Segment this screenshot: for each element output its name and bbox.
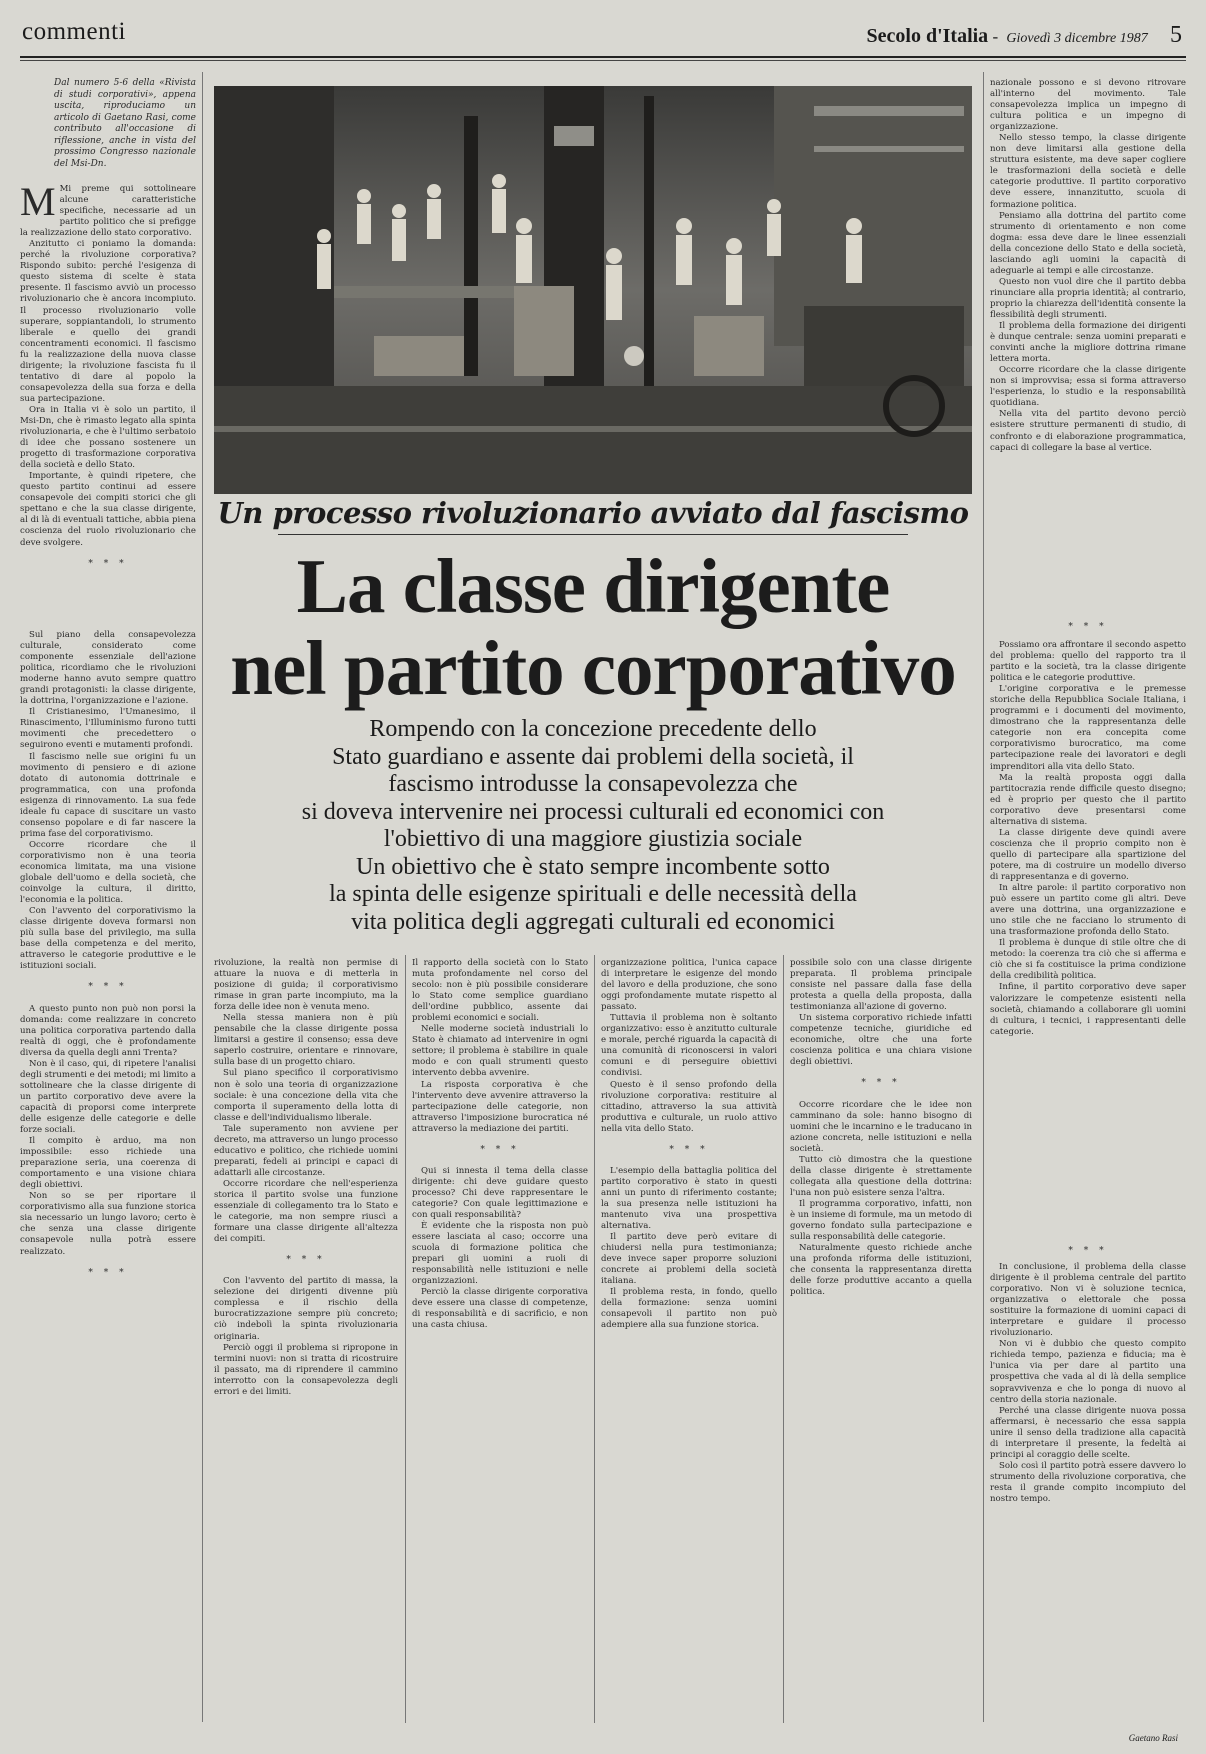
article-paragraph: Ma la realtà proposta oggi dalla partitocrazia rende difficile questo disegno; ed è proprio per questo che il partito corporativo deve presentarsi come alternativa di sistema. — [990, 772, 1186, 827]
article-paragraph: Occorre ricordare che la classe dirigente non si improvvisa; essa si forma attraverso l'esperienza, lo studio e la responsabilità quotidiana. — [990, 365, 1186, 409]
article-paragraph: Solo così il partito potrà essere davvero lo strumento della rivoluzione corporativa, che resta il grande compito incompiuto del nostro tempo. — [990, 1460, 1186, 1504]
article-paragraph: nazionale possono e si devono ritrovare all'interno del movimento. Tale consapevolezza implica un impegno di cultura politica e un impegno di organizzazione. — [990, 78, 1186, 133]
article-paragraph: Non so se per riportare il corporativismo alla sua funzione storica sia necessario un lungo lavoro; certo è che senza una classe dirigente consapevole nulla potrà essere realizzato. — [20, 1191, 196, 1257]
section-separator: * * * — [1068, 1246, 1108, 1256]
headline-line-2: nel partito corporativo — [230, 625, 956, 711]
article-paragraph: Sul piano della consapevolezza culturale, considerato come componente essenziale dell'azione politica, ricordiamo che le rivoluzioni moderne hanno avuto sempre quattro grandi protagonisti: la classe dirigente, la dottrina, l'organizzazione e l'azione. — [20, 630, 196, 707]
article-paragraph: Il programma corporativo, infatti, non è un insieme di formule, ma un metodo di governo fondato sulla partecipazione e sulla responsabilità delle categorie. — [790, 1198, 972, 1243]
article-paragraph: Il fascismo nelle sue origini fu un movimento di pensiero e di azione dotato di autonomia dottrinale e programmatica, con una profonda esigenza di rinnovamento. La sua fede ideale fu capace di suscitare un vasto consenso popolare e di far nascere la prima fase del corporativismo. — [20, 751, 196, 839]
article-column-2 — [214, 958, 398, 1728]
article-paragraph: Infine, il partito corporativo deve saper valorizzare le competenze esistenti nella società, chiamando a collaborare gli uomini di cultura, i tecnici, i rappresentanti delle categorie. — [990, 982, 1186, 1037]
article-paragraph: Possiamo ora affrontare il secondo aspetto del problema: quello del rapporto tra il partito e la società, tra la classe dirigente politica e le categorie produttive. — [990, 640, 1186, 684]
deck-line: Stato guardiano e assente dai problemi della società, il — [332, 743, 854, 770]
article-column-3 — [412, 958, 588, 1728]
article-paragraph: Occorre ricordare che le idee non camminano da sole: hanno bisogno di uomini che le incarnino e le traducano in azione concreta, nelle istituzioni e nella società. — [790, 1099, 972, 1154]
section-title: commenti — [22, 18, 126, 45]
article-paragraph: Un sistema corporativo richiede infatti competenze tecniche, giuridiche ed economiche, oltre che una forte coscienza politica e una chiara visione degli obiettivi. — [790, 1013, 972, 1068]
article-paragraph: rivoluzione, la realtà non permise di attuare la nuova e di metterla in posizione di guida; il corporativismo rimase in gran parte incompiuto, ma la forza delle idee non è venuta meno. — [214, 958, 398, 1013]
article-paragraph: In conclusione, il problema della classe dirigente è il problema centrale del partito corporativo. Non vi è soluzione tecnica, organizzativa o elettorale che possa sostituire la formazione di uomini capaci di interpretare e guidare il processo rivoluzionario. — [990, 1262, 1186, 1339]
photo-illustration — [214, 86, 972, 494]
article-column-5 — [790, 958, 972, 1728]
article-paragraph: Sul piano specifico il corporativismo non è solo una teoria di organizzazione sociale: è una concezione della vita che comporta il superamento della lotta di classe e dell'individualismo liberale. — [214, 1068, 398, 1123]
drop-cap: M — [20, 179, 56, 224]
article-paragraph: Nelle moderne società industriali lo Stato è chiamato ad intervenire in ogni settore; il problema è stabilire in quale modo e con quali strumenti questo intervento debba avvenire. — [412, 1024, 588, 1079]
article-paragraph: Il problema è dunque di stile oltre che di metodo: la coerenza tra ciò che si afferma e ciò che si fa costituisce la prima condizione della credibilità politica. — [990, 938, 1186, 982]
article-column-6-mid — [990, 640, 1186, 1230]
deck-line: Un obiettivo che è stato sempre incombente sotto — [356, 853, 830, 880]
page-number: 5 — [1170, 22, 1182, 48]
article-paragraph: Importante, è quindi ripetere, che questo partito continui ad essere consapevole dei compiti storici che gli spettano e che la sua classe dirigente, al di là di eventuali tattiche, abbia piena coscienza del ruolo rivoluzionario che deve svolgere. — [20, 471, 196, 548]
article-paragraph: L'esempio della battaglia politica del partito corporativo è stato in questi anni un punto di riferimento costante; la sua presenza nelle istituzioni ha mantenuto viva una prospettiva alternativa. — [601, 1165, 777, 1232]
article-paragraph: A questo punto non può non porsi la domanda: come realizzare in concreto una politica corporativa partendo dalla realtà di oggi, che è profondamente diversa da quella degli anni Trenta? — [20, 1003, 196, 1058]
deck-line: l'obiettivo di una maggiore giustizia sociale — [383, 826, 803, 852]
masthead-rule-thin — [20, 60, 1186, 61]
issue-date: Giovedì 3 dicembre 1987 — [1006, 31, 1148, 46]
column-divider — [202, 72, 203, 1722]
column-divider — [594, 955, 595, 1723]
article-paragraph: Tutto ciò dimostra che la questione della classe dirigente è strettamente collegata alla questione della dottrina: l'una non può esistere senza l'altra. — [790, 1154, 972, 1198]
masthead-info — [867, 22, 1182, 49]
article-column-4 — [601, 958, 777, 1728]
section-separator: * * * — [1068, 622, 1108, 632]
article-paragraph: Nella vita del partito devono perciò esistere strutture permanenti di studio, di confronto e di elaborazione programmatica, capaci di collegare la base al vertice. — [990, 409, 1186, 453]
article-paragraph: Tale superamento non avviene per decreto, ma attraverso un lungo processo educativo e politico, che richiede uomini preparati, fedeli ai principi e capaci di adattarli alle circostanze. — [214, 1123, 398, 1178]
article-kicker: Un processo rivoluzionario avviato dal fascismo — [217, 496, 969, 530]
article-paragraph: La classe dirigente deve quindi avere coscienza che il proprio compito non è quello di partecipare alla spartizione del potere, ma di costruire un modello diverso di rappresentanza e di governo. — [990, 827, 1186, 882]
newspaper-name: Secolo d'Italia — [866, 25, 989, 47]
column-divider — [405, 955, 406, 1723]
article-paragraph: Anzitutto ci poniamo la domanda: perché la rivoluzione corporativa? Rispondo subito: perché l'esigenza di questo sistema di scelte è stata presente. Il fascismo avviò un processo rivoluzionario che è ancora incompiuto. Il processo rivoluzionario volle superare, soppiantandoli, lo strumento liberale e quello dei grandi concentramenti economici. Il fascismo fu la realizzazione della nuova classe dirigente; la rivoluzione fascista fu il tentativo di dare al popolo la consapevolezza della sua forza e della sua partecipazione. — [20, 239, 196, 404]
article-column-6-bottom — [990, 1262, 1186, 1728]
section-separator: * * * — [88, 558, 128, 569]
article-paragraph: M Mi preme qui sottolineare alcune caratteristiche specifiche, necessarie ad un partito politico che si prefigge la realizzazione dello stato corporativo. — [20, 179, 196, 239]
article-paragraph: Il compito è arduo, ma non impossibile: esso richiede una preparazione seria, una coerenza di comportamento e una visione chiara degli obiettivi. — [20, 1136, 196, 1191]
right-separator-box — [990, 1236, 1186, 1260]
section-separator: * * * — [861, 1078, 901, 1089]
article-paragraph: È evidente che la risposta non può essere lasciata al caso; occorre una scuola di formazione politica che prepari gli uomini a ruoli di responsabilità nelle istituzioni e nelle organizzazioni. — [412, 1221, 588, 1287]
kicker-underline — [278, 534, 908, 535]
article-intro: Dal numero 5-6 della «Rivista di studi corporativi», appena uscita, riproduciamo un articolo di Gaetano Rasi, come contributo all'occasione di riflessione, anche in vista del prossimo Congresso nazionale del Msi-Dn. — [54, 78, 196, 169]
article-paragraph: Questo non vuol dire che il partito debba rinunciare alla propria identità; al contrario, proprio la chiarezza dell'identità consente la flessibilità degli strumenti. — [990, 276, 1186, 320]
article-paragraph: Perché una classe dirigente nuova possa affermarsi, è necessario che essa sappia unire il senso della tradizione alla capacità di interpretare il presente, la fedeltà ai principi al coraggio delle scelte. — [990, 1405, 1186, 1460]
article-paragraph: Tuttavia il problema non è soltanto organizzativo: esso è anzitutto culturale e morale, perché riguarda la capacità di una comunità di riconoscersi in valori comuni e di perseguire obiettivi condivisi. — [601, 1013, 777, 1079]
article-paragraph: L'origine corporativa e le premesse storiche della Repubblica Sociale Italiana, i programmi e i documenti del movimento, dimostrano che la rappresentanza delle categorie non era concepita come corporativismo burocratico, ma come partecipazione reale dei lavoratori e degli imprenditori alla vita dello Stato. — [990, 684, 1186, 772]
section-separator: * * * — [480, 1144, 520, 1155]
article-paragraph: Con l'avvento del partito di massa, la selezione dei dirigenti divenne più complessa e il rischio della burocratizzazione sempre più concreto; ciò indebolì la spinta rivoluzionaria originaria. — [214, 1276, 398, 1342]
article-paragraph: Non è il caso, qui, di ripetere l'analisi degli strumenti e dei metodi; mi limito a sottolineare che la classe dirigente di un partito corporativo deve avere la capacità di proporsi come interprete delle esigenze delle categorie e delle forze sociali. — [20, 1058, 196, 1136]
article-paragraph: Nello stesso tempo, la classe dirigente non deve limitarsi alla gestione della struttura esistente, ma deve saper cogliere le trasformazioni della società e delle categorie produttive. Il partito corporativo deve essere, innanzitutto, scuola di formazione politica. — [990, 133, 1186, 210]
article-paragraph: Il problema resta, in fondo, quello della formazione: senza uomini consapevoli il partito non può adempiere alla sua funzione storica. — [601, 1287, 777, 1331]
author-signature: Gaetano Rasi — [1128, 1733, 1178, 1743]
article-paragraph: organizzazione politica, l'unica capace di interpretare le esigenze del mondo del lavoro e della produzione, che sono oggi profondamente mutate rispetto al passato. — [601, 958, 777, 1013]
article-paragraph: La risposta corporativa è che l'intervento deve avvenire attraverso la partecipazione delle categorie, non attraverso l'imposizione burocratica né attraverso la mediazione dei partiti. — [412, 1079, 588, 1134]
article-paragraph: Perciò la classe dirigente corporativa deve essere una classe di competenze, di responsabilità e di sacrificio, e non una casta chiusa. — [412, 1287, 588, 1331]
article-paragraph: Pensiamo alla dottrina del partito come strumento di orientamento e non come dogma: essa deve dare le linee essenziali della concezione dello Stato e della società, lasciando agli uomini la capacità di adeguarle ai tempi e alle circostanze. — [990, 210, 1186, 276]
article-paragraph: Perciò oggi il problema si ripropone in termini nuovi: non si tratta di ricostruire il passato, ma di riprendere il cammino interrotto con la consapevolezza degli errori e dei limiti. — [214, 1342, 398, 1397]
article-paragraph: In altre parole: il partito corporativo non può essere un partito come gli altri. Deve avere una dottrina, una organizzazione e uno stile che ne facciano lo strumento di una trasformazione profonda dello Stato. — [990, 883, 1186, 938]
article-paragraph: Il problema della formazione dei dirigenti è dunque centrale: senza uomini preparati e convinti anche la migliore dottrina rimane lettera morta. — [990, 321, 1186, 365]
article-paragraph: Occorre ricordare che il corporativismo non è una teoria economica limitata, ma una visione globale dell'uomo e della società, che coinvolge la cultura, il diritto, l'economia e la politica. — [20, 839, 196, 906]
article-paragraph: Il partito deve però evitare di chiudersi nella pura testimonianza; deve invece saper proporre soluzioni concrete ai problemi della società italiana. — [601, 1232, 777, 1287]
section-separator: * * * — [88, 1267, 128, 1278]
article-column-6-top — [990, 78, 1186, 618]
article-paragraph: Non vi è dubbio che questo compito richieda tempo, pazienza e fiducia; ma è l'unica via per dare al partito una prospettiva che vada al di là della semplice sopravvivenza e che lo ponga di nuovo al centro della storia nazionale. — [990, 1339, 1186, 1405]
column-divider — [983, 72, 984, 1722]
masthead-separator: - — [992, 27, 999, 46]
right-separator-box — [990, 612, 1186, 636]
article-paragraph: Con l'avvento del corporativismo la classe dirigente doveva formarsi non più sulla base del privilegio, ma sulla base della competenza e del merito, attraverso le categorie produttive e le istituzioni sociali. — [20, 906, 196, 972]
headline-line-1: La classe dirigente — [296, 543, 890, 629]
deck-line: si doveva intervenire nei processi culturali ed economici con — [301, 798, 885, 825]
masthead-rule — [20, 56, 1186, 58]
article-paragraph: Naturalmente questo richiede anche una profonda riforma delle istituzioni, che consenta la rappresentanza diretta delle forze produttive accanto a quella politica. — [790, 1243, 972, 1298]
article-paragraph: Il rapporto della società con lo Stato muta profondamente nel corso del secolo: non è più possibile considerare lo Stato come semplice guardiano dell'ordine pubblico, assente dai problemi economici e sociali. — [412, 958, 588, 1024]
article-paragraph: Ora in Italia vi è solo un partito, il Msi-Dn, che è rimasto legato alla spinta rivoluzionaria, e che è l'ultimo serbatoio di idee che possano sostenere un progetto di trasformazione corporativa della società e dello Stato. — [20, 404, 196, 471]
section-separator: * * * — [669, 1144, 709, 1155]
article-column-1-top — [20, 78, 196, 598]
section-separator: * * * — [88, 982, 128, 993]
article-paragraph: Nella stessa maniera non è più pensabile che la classe dirigente possa limitarsi a gestire il consenso; essa deve saperlo costruire, orientare e rinnovare, sulla base di un progetto chiaro. — [214, 1013, 398, 1068]
article-deck — [214, 716, 972, 936]
column-divider — [783, 955, 784, 1723]
section-separator: * * * — [286, 1255, 326, 1266]
article-paragraph: Il Cristianesimo, l'Umanesimo, il Rinascimento, l'Illuminismo furono tutti movimenti che precedettero o seguirono eventi e mutamenti profondi. — [20, 707, 196, 751]
deck-line: la spinta delle esigenze spirituali e delle necessità della — [329, 881, 857, 907]
deck-line: vita politica degli aggregati culturali ed economici — [351, 908, 835, 935]
factory-workers-photo — [214, 86, 972, 494]
article-paragraph: Occorre ricordare che nell'esperienza storica il partito svolse una funzione essenziale di collegamento tra lo Stato e le categorie, ma non sempre riuscì a formare una classe dirigente all'altezza dei compiti. — [214, 1178, 398, 1245]
article-paragraph: Questo è il senso profondo della rivoluzione corporativa: restituire al cittadino, attraverso la sua attività produttiva e culturale, un ruolo attivo nella vita dello Stato. — [601, 1079, 777, 1134]
article-paragraph: possibile solo con una classe dirigente preparata. Il problema principale consiste nel passare dalla fase della protesta a quella della proposta, dalla testimonianza all'azione di governo. — [790, 958, 972, 1013]
deck-line: Rompendo con la concezione precedente dello — [369, 716, 817, 742]
deck-line: fascismo introdusse la consapevolezza che — [388, 771, 798, 797]
article-paragraph: Qui si innesta il tema della classe dirigente: chi deve guidare questo processo? Chi deve rappresentare le categorie? Con quale legittimazione e con quali responsabilità? — [412, 1165, 588, 1220]
article-column-1-mid — [20, 630, 196, 1630]
